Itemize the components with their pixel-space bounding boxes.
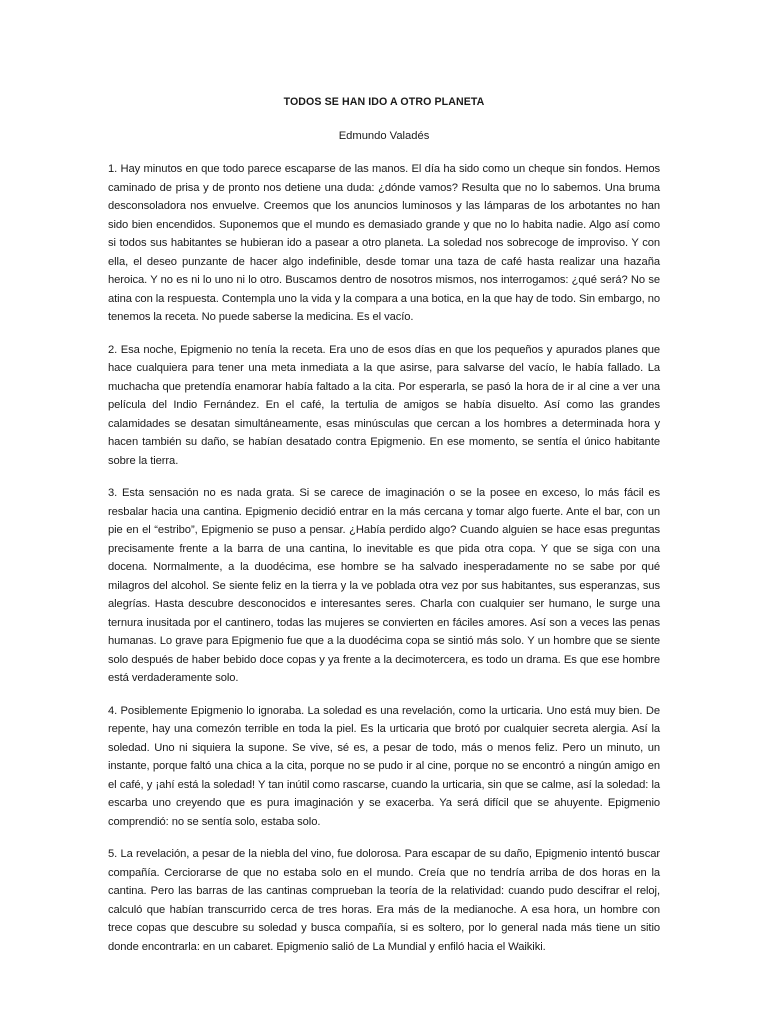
document-title: TODOS SE HAN IDO A OTRO PLANETA <box>283 96 485 108</box>
document-author: Edmundo Valadés <box>338 130 430 142</box>
paragraph-2: 2. Esa noche, Epigmenio no tenía la receta. Era uno de esos días en que los pequeños y apurados planes que hace cualquiera para tener una meta inmediata a la que asirse, para salvarse del vacío, le había fallado. La muchacha que pretendía enamorar había faltado a la cita. Por esperarla, se pasó la hora de ir al cine a ver una película del Indio Fernández. En el café, la tertulia de amigos se había disuelto. Así como las grandes calamidades se desatan simultáneamente, esas minúsculas que cercan a los hombres a determinada hora y hacen también su daño, se habían desatado contra Epigmenio. En ese momento, se sentía el único habitante sobre la tierra. <box>108 343 660 467</box>
document-body <box>108 92 660 956</box>
paragraph-3: 3. Esta sensación no es nada grata. Si se carece de imaginación o se la posee en exceso, lo más fácil es resbalar hacia una cantina. Epigmenio decidió entrar en la más cercana y tomar algo fuerte. Ante el bar, con un pie en el “estribo”, Epigmenio se puso a pensar. ¿Había perdido algo? Cuando alguien se hace esas preguntas precisamente frente a la barra de una cantina, lo inevitable es que pida otra copa. Y que se siga con una docena. Normalmente, a la duodécima, ese hombre se ha salvado inesperadamente no se sabe por qué milagros del alcohol. Se siente feliz en la tierra y la ve poblada otra vez por sus habitantes, sus esperanzas, sus alegrías. Hasta descubre desconocidos e interesantes seres. Charla con cualquier ser humano, le surge una ternura inusitada por el cantinero, todas las mujeres se convierten en fáciles amores. Así son a veces las penas humanas. Lo grave para Epigmenio fue que a la duodécima copa se sintió más solo. Y un hombre que se siente solo después de haber bebido doce copas y ya frente a la decimotercera, es todo un drama. Es que ese hombre está verdaderamente solo. <box>108 487 660 684</box>
paragraph-1: 1. Hay minutos en que todo parece escaparse de las manos. El día ha sido como un cheque sin fondos. Hemos caminado de prisa y de pronto nos detiene una duda: ¿dónde vamos? Resulta que no lo sabemos. Una bruma desconsoladora nos envuelve. Creemos que los anuncios luminosos y las lámparas de los arbotantes no han sido bien encendidos. Suponemos que el mundo es demasiado grande y que no lo habita nadie. Algo así como si todos sus habitantes se hubieran ido a pasear a otro planeta. La soledad nos sobrecoge de improviso. Y con ella, el deseo punzante de hacer algo indefinible, desde tomar una taza de café hasta realizar una hazaña heroica. Y no es ni lo uno ni lo otro. Buscamos dentro de nosotros mismos, nos interrogamos: ¿qué será? No se atina con la respuesta. Contempla uno la vida y la compara a una botica, en la que hay de todo. Sin embargo, no tenemos la receta. No puede saberse la medicina. Es el vacío. <box>108 163 660 323</box>
paragraph-4: 4. Posiblemente Epigmenio lo ignoraba. La soledad es una revelación, como la urticaria. Uno está muy bien. De repente, hay una comezón terrible en toda la piel. Es la urticaria que brotó por cualquier secreta alergia. Así la soledad. Uno ni siquiera la supone. Se vive, sé es, a pesar de todo, más o menos feliz. Pero un minuto, un instante, porque faltó una chica a la cita, porque no se pudo ir al cine, porque no se encontró a ningún amigo en el café, y ¡ahí está la soledad! Y tan inútil como rascarse, cuando la urticaria, sin que se calme, así la soledad: la escarba uno creyendo que es pura imaginación y se exacerba. Ya será difícil que se ahuyente. Epigmenio comprendió: no se sentía solo, estaba solo. <box>108 704 660 828</box>
paragraph-5: 5. La revelación, a pesar de la niebla del vino, fue dolorosa. Para escapar de su daño, Epigmenio intentó buscar compañía. Cerciorarse de que no estaba solo en el mundo. Creía que no tendría arriba de dos horas en la cantina. Pero las barras de las cantinas comprueban la teoría de la relatividad: cuando pudo descifrar el reloj, calculó que habían transcurrido cerca de tres horas. Era más de la medianoche. A esa hora, un hombre con trece copas que descubre su soledad y busca compañía, si es soltero, por lo general nada más tiene un sitio donde encontrarla: en un cabaret. Epigmenio salió de La Mundial y enfiló hacia el Waikiki. <box>108 848 660 953</box>
